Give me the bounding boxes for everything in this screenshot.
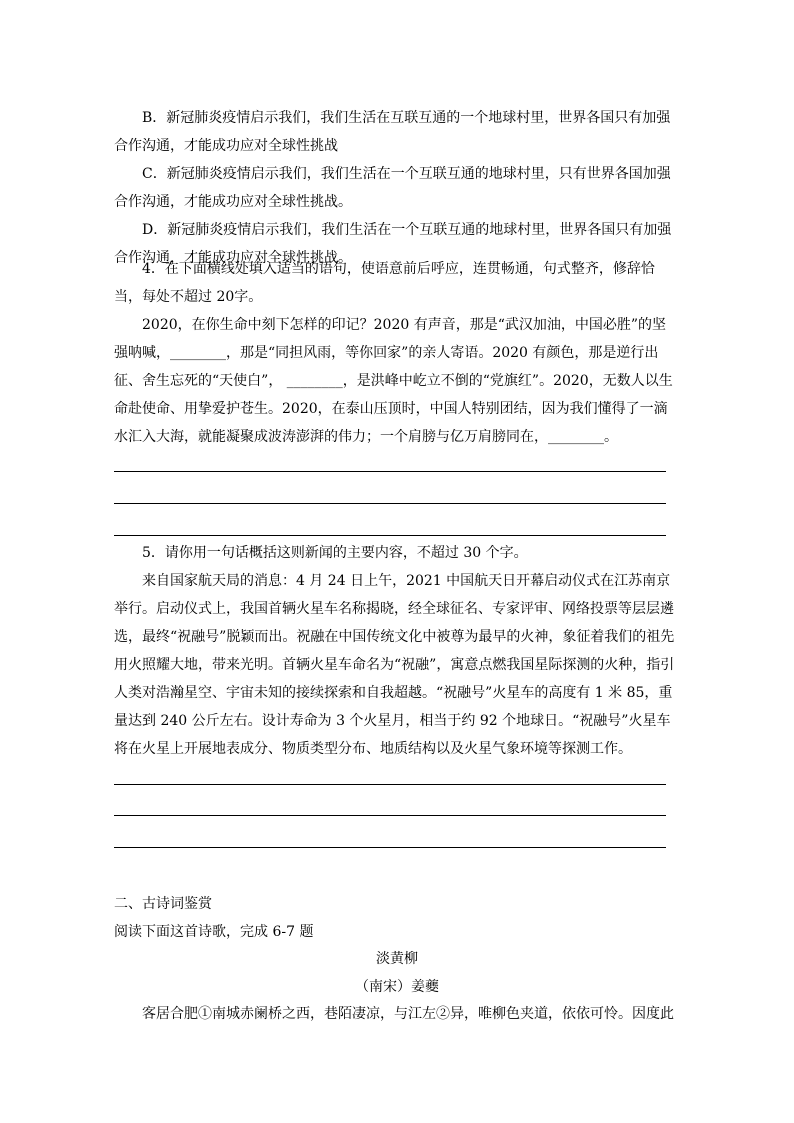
- answer-line-4-2: [114, 503, 666, 504]
- poem-title: 淡黄柳: [376, 951, 418, 967]
- question-4-passage: 2020，在你生命中刻下怎样的印记？2020 有声音，那是“武汉加油，中国必胜”的坚强呐喊，________，那是“同担风雨，等你回家”的亲人寄语。2020 有颜色，那是逆行出征、舍生忘死的“天使白”， ________，是洪峰中屹立不倒的“党旗红”。2020，无数人以生命赴使命、用挚爱护苍生。2020，在泰山压顶时，中国人特别团结，因为我们懂得了一滴水汇入大海，就能凝聚成波涛澎湃的伟力；一个肩膀与亿万肩膀同在，________。: [114, 317, 673, 445]
- section-2-heading: 二、古诗词鉴赏: [114, 896, 212, 912]
- option-b: B．新冠肺炎疫情启示我们，我们生活在互联互通的一个地球村里，世界各国只有加强合作沟通，才能成功应对全球性挑战: [114, 110, 671, 154]
- question-5-passage: 来自国家航天局的消息：4 月 24 日上午，2021 中国航天日开幕启动仪式在江苏南京举行。启动仪式上，我国首辆火星车名称揭晓，经全球征名、专家评审、网络投票等层层遴选，最终“祝融号”脱颖而出。祝融在中国传统文化中被尊为最早的火神，象征着我们的祖先用火照耀大地，带来光明。首辆火星车命名为“祝融”，寓意点燃我国星际探测的火种，指引人类对浩瀚星空、宇宙未知的接续探索和自我超越。“祝融号”火星车的高度有 1 米 85，重量达到 240 公斤左右。设计寿命为 3 个火星月，相当于约 92 个地球日。“祝融号”火星车将在火星上开展地表成分、物质类型分布、地质结构以及火星气象环境等探测工作。: [114, 573, 675, 757]
- question-4-prompt: 4．在下面横线处填入适当的语句，使语意前后呼应，连贯畅通，句式整齐，修辞恰当，每处不超过 20字。: [114, 261, 655, 305]
- answer-line-5-3: [114, 847, 666, 848]
- poem-author: （南宋）姜夔: [355, 979, 439, 995]
- section-2-instruction: 阅读下面这首诗歌，完成 6-7 题: [114, 924, 314, 940]
- answer-line-4-3: [114, 535, 666, 536]
- answer-line-5-2: [114, 815, 666, 816]
- option-c: C．新冠肺炎疫情启示我们，我们生活在一个互联互通的地球村里，只有世界各国加强合作沟通，才能成功应对全球性挑战。: [114, 166, 671, 210]
- option-d: D．新冠肺炎疫情启示我们，我们生活在一个互联互通的地球村里，世界各国只有加强合作沟通，才能成功应对全球性挑战。: [114, 222, 672, 266]
- poem-preface: 客居合肥①南城赤阑桥之西，巷陌凄凉，与江左②异，唯柳色夹道，依依可怜。因度此: [142, 1006, 674, 1022]
- answer-line-4-1: [114, 471, 666, 472]
- question-5-prompt: 5．请你用一句话概括这则新闻的主要内容，不超过 30 个字。: [142, 545, 528, 561]
- answer-line-5-1: [114, 784, 666, 785]
